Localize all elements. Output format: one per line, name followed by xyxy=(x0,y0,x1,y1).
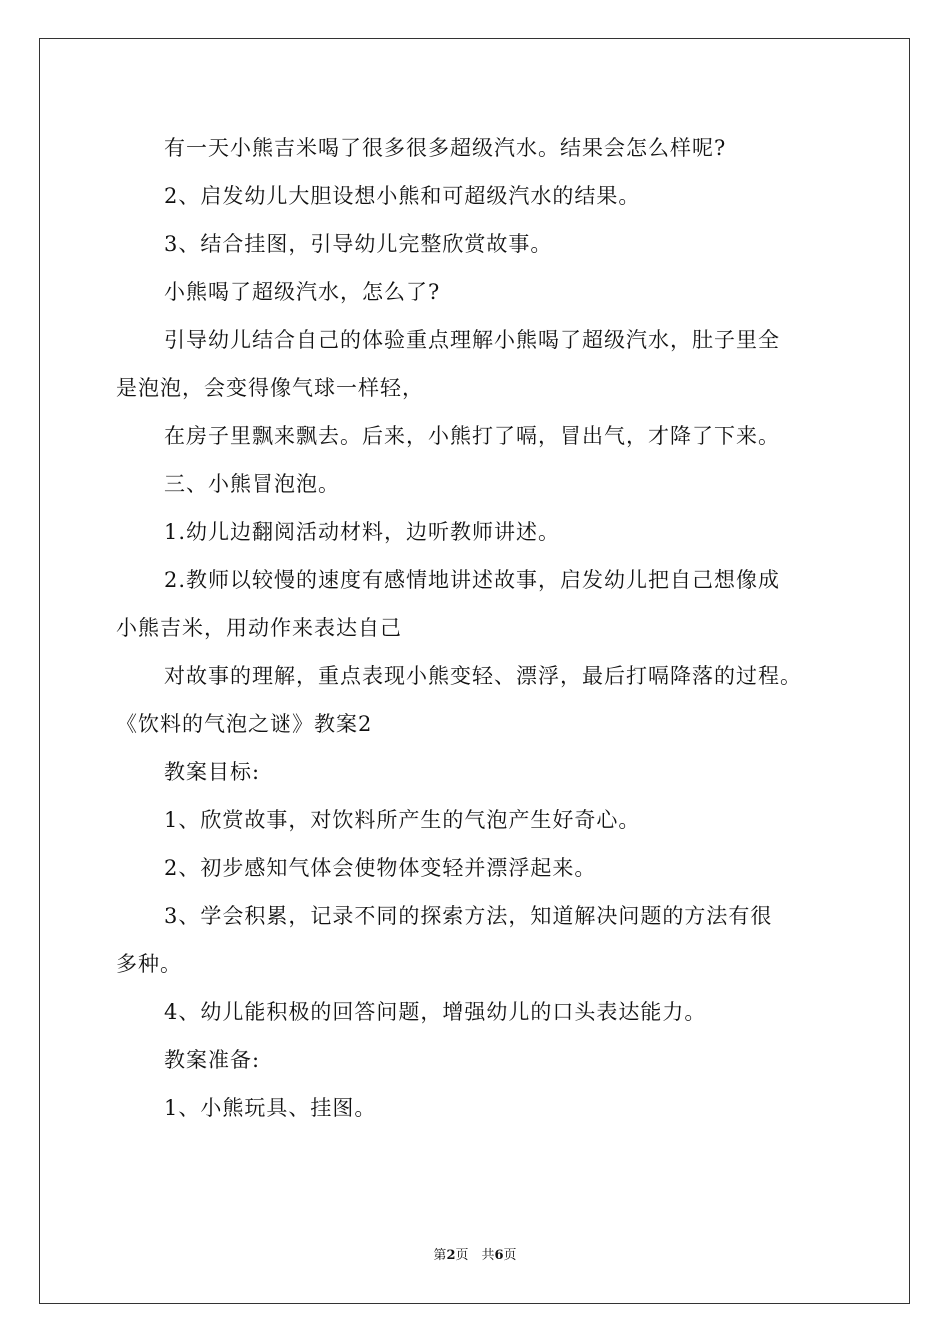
document-body xyxy=(116,128,846,1136)
footer-prefix: 第 xyxy=(433,1248,447,1263)
section-heading: 三、小熊冒泡泡。 xyxy=(164,472,340,496)
text-line: 3、结合挂图，引导幼儿完整欣赏故事。 xyxy=(164,232,553,256)
text-line: 小熊喝了超级汽水，怎么了? xyxy=(164,280,441,304)
text-line: 小熊吉米，用动作来表达自己 xyxy=(116,616,402,640)
text-line: 2、初步感知气体会使物体变轻并漂浮起来。 xyxy=(164,856,597,880)
footer-middle: 页 共 xyxy=(455,1248,495,1263)
text-line: 4、幼儿能积极的回答问题，增强幼儿的口头表达能力。 xyxy=(164,1000,707,1024)
text-line: 1、欣赏故事，对饮料所产生的气泡产生好奇心。 xyxy=(164,808,641,832)
section-heading: 教案准备: xyxy=(164,1048,261,1072)
text-line: 引导幼儿结合自己的体验重点理解小熊喝了超级汽水，肚子里全 xyxy=(164,328,780,352)
text-line: 2.教师以较慢的速度有感情地讲述故事，启发幼儿把自己想像成 xyxy=(164,568,781,592)
text-line: 多种。 xyxy=(116,952,182,976)
page-footer xyxy=(0,1246,950,1266)
footer-suffix: 页 xyxy=(503,1248,517,1263)
section-heading: 教案目标: xyxy=(164,760,261,784)
document-title: 《饮料的气泡之谜》教案2 xyxy=(116,712,373,736)
current-page-number: 2 xyxy=(446,1248,456,1263)
text-line: 1.幼儿边翻阅活动材料，边听教师讲述。 xyxy=(164,520,561,544)
text-line: 是泡泡，会变得像气球一样轻， xyxy=(116,376,424,400)
text-line: 2、启发幼儿大胆设想小熊和可超级汽水的结果。 xyxy=(164,184,641,208)
text-line: 在房子里飘来飘去。后来，小熊打了嗝，冒出气，才降了下来。 xyxy=(164,424,780,448)
total-page-count: 6 xyxy=(494,1248,504,1263)
text-line: 有一天小熊吉米喝了很多很多超级汽水。结果会怎么样呢? xyxy=(164,136,727,160)
text-line: 1、小熊玩具、挂图。 xyxy=(164,1096,377,1120)
text-line: 3、学会积累，记录不同的探索方法，知道解决问题的方法有很 xyxy=(164,904,773,928)
text-line: 对故事的理解，重点表现小熊变轻、漂浮，最后打嗝降落的过程。 xyxy=(164,664,802,688)
